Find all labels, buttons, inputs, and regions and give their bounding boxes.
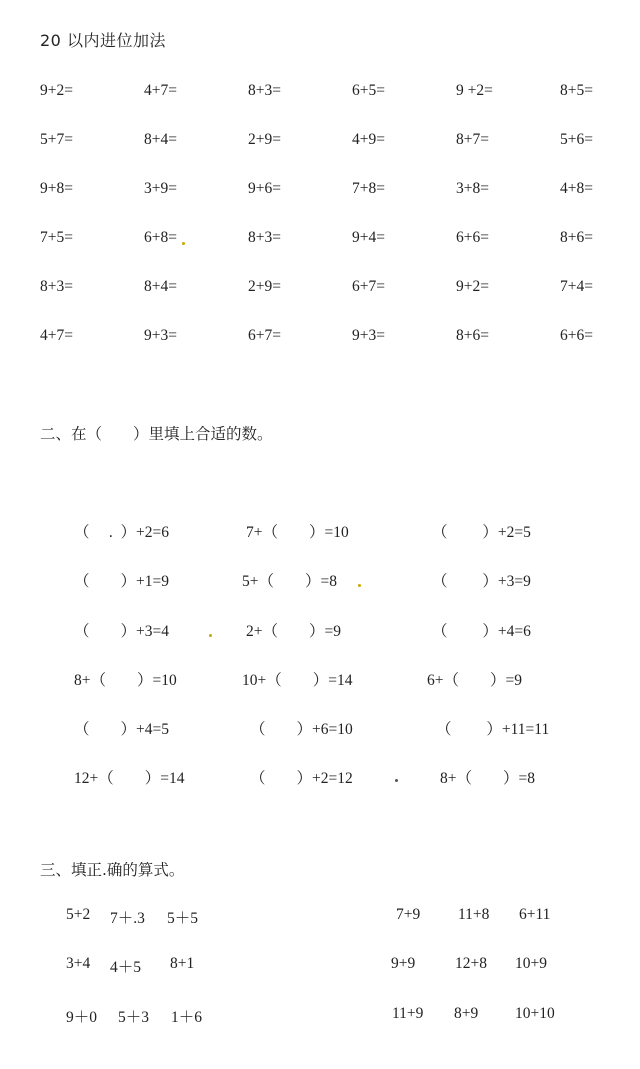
grid-cell: 7+4=	[560, 278, 593, 295]
expression-row	[0, 955, 640, 979]
grid-row	[40, 131, 640, 155]
expression: 4＋5	[110, 959, 142, 976]
blank-equation: （ ）+2=12	[250, 770, 353, 787]
grid-cell: 6+7=	[248, 327, 281, 344]
grid-row	[40, 229, 640, 253]
expression: 7＋.3	[110, 910, 145, 927]
blank-equation: 2+（ ）=9	[246, 623, 341, 640]
grid-cell: 6+6=	[456, 229, 489, 246]
expression: 11+9	[392, 1005, 424, 1022]
expression: 6+11	[519, 906, 551, 923]
grid-cell: 8+3=	[40, 278, 73, 295]
grid-row	[40, 327, 640, 351]
expression: 11+8	[458, 906, 490, 923]
grid-cell: 4+7=	[40, 327, 73, 344]
blank-equation: （ . ）+2=6	[74, 524, 169, 541]
grid-cell: 2+9=	[248, 278, 281, 295]
grid-cell: 9+2=	[40, 82, 73, 99]
grid-row	[40, 82, 640, 106]
grid-cell: 3+8=	[456, 180, 489, 197]
grid-cell: 8+6=	[456, 327, 489, 344]
blank-row	[0, 717, 640, 741]
blank-equation: 5+（ ）=8	[242, 573, 337, 590]
blank-equation: （ ）+4=6	[432, 623, 531, 640]
worksheet-title: 20 以内进位加法	[40, 31, 166, 50]
grid-cell: 8+7=	[456, 131, 489, 148]
blank-equation: 10+（ ）=14	[242, 672, 353, 689]
grid-row	[40, 278, 640, 302]
blank-row	[0, 569, 640, 593]
ink-speck	[395, 779, 398, 782]
grid-cell: 4+7=	[144, 82, 177, 99]
grid-row	[40, 180, 640, 204]
blank-equation: （ ）+2=5	[432, 524, 531, 541]
grid-cell: 9+8=	[40, 180, 73, 197]
blank-row	[0, 766, 640, 790]
blank-equation: （ ）+11=11	[436, 721, 550, 738]
ink-speck	[209, 634, 212, 637]
grid-cell: 8+5=	[560, 82, 593, 99]
grid-cell: 4+9=	[352, 131, 385, 148]
expression: 1＋6	[171, 1009, 203, 1026]
blank-equation: （ ）+1=9	[74, 573, 169, 590]
section2-heading: 二、在（ ）里填上合适的数。	[40, 425, 273, 443]
grid-cell: 9+2=	[456, 278, 489, 295]
grid-cell: 5+6=	[560, 131, 593, 148]
ink-speck	[358, 584, 361, 587]
blank-equation: 7+（ ）=10	[246, 524, 349, 541]
expression: 7+9	[396, 906, 421, 923]
expression: 5＋5	[167, 910, 199, 927]
expression: 9+9	[391, 955, 416, 972]
expression: 5+2	[66, 906, 91, 923]
expression: 10+9	[515, 955, 547, 972]
expression-row	[0, 1005, 640, 1029]
grid-cell: 8+4=	[144, 278, 177, 295]
expression: 5＋3	[118, 1009, 150, 1026]
ink-speck	[182, 242, 185, 245]
expression-row	[0, 906, 640, 930]
expression: 9＋0	[66, 1009, 98, 1026]
grid-cell: 9 +2=	[456, 82, 493, 99]
grid-cell: 6+6=	[560, 327, 593, 344]
blank-row	[0, 520, 640, 544]
grid-cell: 2+9=	[248, 131, 281, 148]
grid-cell: 9+4=	[352, 229, 385, 246]
grid-cell: 9+3=	[352, 327, 385, 344]
grid-cell: 8+3=	[248, 82, 281, 99]
blank-row	[0, 619, 640, 643]
grid-cell: 9+6=	[248, 180, 281, 197]
blank-equation: 12+（ ）=14	[74, 770, 185, 787]
blank-equation: （ ）+3=9	[432, 573, 531, 590]
blank-equation: 6+（ ）=9	[427, 672, 522, 689]
expression: 12+8	[455, 955, 487, 972]
grid-cell: 8+6=	[560, 229, 593, 246]
grid-cell: 7+8=	[352, 180, 385, 197]
grid-cell: 6+5=	[352, 82, 385, 99]
blank-equation: （ ）+6=10	[250, 721, 353, 738]
blank-row	[0, 668, 640, 692]
blank-equation: 8+（ ）=8	[440, 770, 535, 787]
grid-cell: 4+8=	[560, 180, 593, 197]
expression: 10+10	[515, 1005, 555, 1022]
grid-cell: 8+4=	[144, 131, 177, 148]
grid-cell: 3+9=	[144, 180, 177, 197]
grid-cell: 9+3=	[144, 327, 177, 344]
blank-equation: （ ）+4=5	[74, 721, 169, 738]
grid-cell: 8+3=	[248, 229, 281, 246]
expression: 3+4	[66, 955, 91, 972]
expression: 8+1	[170, 955, 195, 972]
expression: 8+9	[454, 1005, 479, 1022]
blank-equation: 8+（ ）=10	[74, 672, 177, 689]
grid-cell: 6+8=	[144, 229, 177, 246]
grid-cell: 7+5=	[40, 229, 73, 246]
grid-cell: 6+7=	[352, 278, 385, 295]
section3-heading: 三、填正.确的算式。	[40, 861, 185, 879]
blank-equation: （ ）+3=4	[74, 623, 169, 640]
grid-cell: 5+7=	[40, 131, 73, 148]
